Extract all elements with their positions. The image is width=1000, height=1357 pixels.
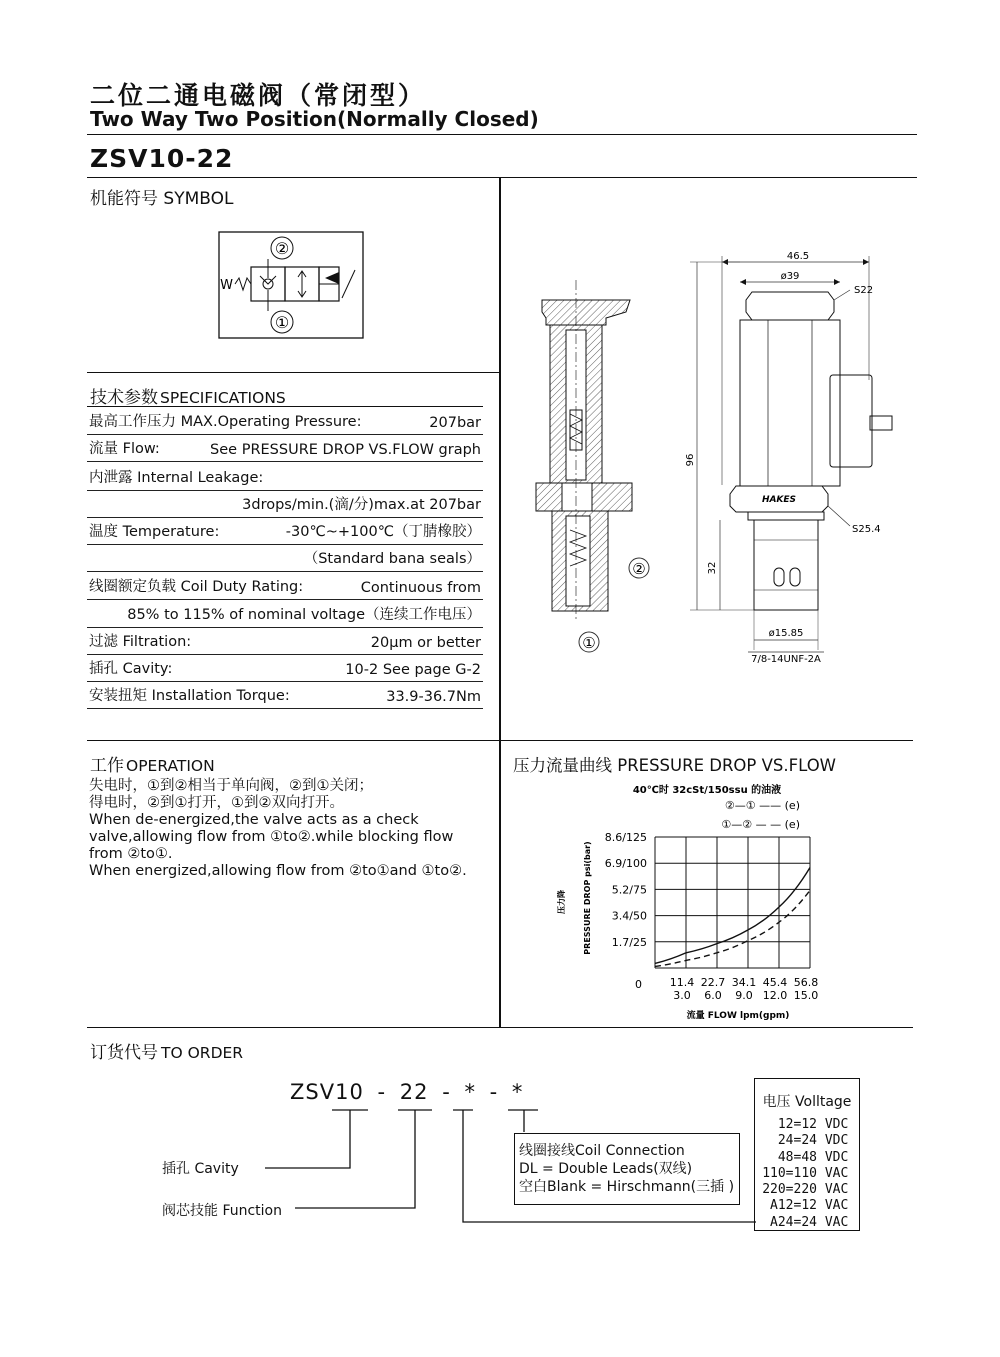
- coil-connection-box: [514, 1133, 740, 1205]
- spec-row: 温度 Temperature: -30℃~+100℃（丁腈橡胶）: [87, 518, 483, 545]
- x-tick-label-lpm: 45.4: [762, 976, 788, 989]
- specs-top-line: [87, 406, 483, 407]
- spec-row: 流量 Flow: See PRESSURE DROP VS.FLOW graph: [87, 435, 483, 462]
- order-code-voltage: *: [464, 1080, 476, 1104]
- y-tick-label: 0: [635, 978, 642, 991]
- voltage-row: 48=48 VDC: [777, 1149, 849, 1165]
- y-tick-label: 1.7/25: [611, 935, 647, 949]
- symbol-divider: [87, 372, 499, 373]
- spec-row: 最高工作压力 MAX.Operating Pressure: 207bar: [87, 408, 483, 435]
- x-tick-label-gpm: 3.0: [673, 989, 691, 1002]
- voltage-title: 电压 Volltage: [762, 1094, 852, 1110]
- dim-dia: ø15.85: [768, 628, 804, 639]
- model-divider: [87, 177, 917, 178]
- cross-section-view: [536, 280, 649, 652]
- dim-width: 46.5: [786, 251, 810, 262]
- voltage-row: 220=220 VAC: [762, 1182, 849, 1198]
- operation-text: 失电时，①到②相当于单向阀，②到①关闭； 得电时，②到①打开，①到②双向打开。 When de-energized,the valve acts as a check valve,allowing flow from ①to②.while blocking flow from ②to①. When energized,allowing flow from ②to①and ①to②.: [89, 778, 467, 879]
- function-label: 阀芯技能 Function: [162, 1203, 282, 1219]
- y-tick-label: 8.6/125: [604, 831, 647, 844]
- dim-height: 96: [685, 453, 696, 467]
- x-tick-label-lpm: 56.8: [793, 976, 819, 989]
- spec-row: 线圈额定负载 Coil Duty Rating: Continuous from: [87, 573, 483, 600]
- symbol-title: 机能符号 SYMBOL: [90, 189, 234, 209]
- x-tick-label-gpm: 15.0: [793, 989, 819, 1002]
- page-title-en: Two Way Two Position(Normally Closed): [90, 107, 539, 131]
- brand-label: HAKES: [761, 495, 797, 505]
- x-tick-label-lpm: 34.1: [731, 976, 757, 989]
- coil-option: DL = Double Leads(双线): [519, 1161, 693, 1177]
- spec-row: 3drops/min.(滴/分)max.at 207bar: [87, 491, 483, 518]
- specs-title: 技术参数 SPECIFICATIONS: [90, 388, 286, 408]
- spec-row: 安装扭矩 Installation Torque: 33.9-36.7Nm: [87, 682, 483, 709]
- x-tick-label-lpm: 22.7: [700, 976, 726, 989]
- symbol-port2: ②: [274, 239, 290, 258]
- order-code-series: ZSV10: [290, 1080, 364, 1104]
- dim-hex-bottom: S25.4: [852, 524, 881, 535]
- x-tick-label-lpm: 11.4: [669, 976, 695, 989]
- order-code: ZSV10 - 22 - * - *: [290, 1080, 524, 1104]
- coil-title: 线圈接线Coil Connection: [519, 1143, 685, 1159]
- valve-symbol: [215, 228, 367, 342]
- voltage-row: A24=24 VAC: [770, 1214, 849, 1230]
- spec-row: 内泄露 Internal Leakage:: [87, 464, 483, 491]
- spec-row: 过滤 Filtration: 20μm or better: [87, 628, 483, 655]
- operation-title: 工作 OPERATION: [90, 756, 215, 776]
- dim-lower: 32: [707, 561, 718, 575]
- outline-view: [685, 251, 892, 665]
- chart-ylabel: PRESSURE DROP psi(bar): [583, 841, 592, 955]
- x-tick-label-gpm: 9.0: [735, 989, 753, 1002]
- chart-y-ticks: [605, 831, 647, 991]
- technical-drawing: [500, 180, 913, 740]
- chart-ylabel-cn: 压力降: [557, 890, 566, 914]
- voltage-row: 12=12 VDC: [777, 1117, 849, 1132]
- voltage-row: A12=12 VAC: [770, 1198, 849, 1214]
- voltage-row: 110=110 VAC: [762, 1165, 849, 1181]
- header-divider: [87, 134, 917, 135]
- order-title: 订货代号 TO ORDER: [90, 1043, 244, 1063]
- coil-option: 空白Blank = Hirschmann(三插 ): [519, 1179, 735, 1195]
- spring-label: W: [220, 278, 233, 293]
- chart-grid: [655, 837, 810, 968]
- cavity-label: 插孔 Cavity: [162, 1161, 239, 1177]
- chart-title: 40℃时 32cSt/150ssu 的油液: [632, 785, 782, 796]
- y-tick-label: 3.4/50: [611, 909, 647, 923]
- chart-x-ticks: [670, 976, 819, 1002]
- legend-item-solid: ②—① —— (e): [724, 799, 800, 812]
- order-code-coil: *: [511, 1080, 524, 1104]
- dim-hex-top: S22: [854, 285, 874, 296]
- chart-section-title: 压力流量曲线 PRESSURE DROP VS.FLOW: [513, 756, 836, 775]
- bottom-divider: [87, 1027, 913, 1028]
- y-tick-label: 5.2/75: [611, 883, 647, 897]
- mid-divider: [87, 740, 913, 741]
- spec-row: 插孔 Cavity: 10-2 See page G-2: [87, 655, 483, 682]
- page-title-cn: 二位二通电磁阀（常闭型）: [90, 81, 427, 110]
- dim-coil: ø39: [780, 271, 800, 282]
- legend-item-dashed: ①—② — — (e): [721, 818, 800, 831]
- section-port2: ②: [632, 560, 646, 578]
- model-number: ZSV10-22: [90, 144, 234, 173]
- section-port1: ①: [582, 634, 596, 652]
- y-tick-label: 6.9/100: [604, 857, 647, 871]
- pressure-flow-chart: [550, 780, 840, 1025]
- series-line-dashed: [655, 890, 810, 966]
- spec-row: 85% to 115% of nominal voltage（连续工作电压）: [87, 601, 483, 628]
- order-code-function: 22: [399, 1080, 429, 1104]
- chart-series: [655, 867, 810, 966]
- spec-row: （Standard bana seals）: [87, 545, 483, 572]
- voltage-list: [755, 1117, 859, 1231]
- chart-xlabel: 流量 FLOW lpm(gpm): [686, 1011, 790, 1021]
- x-tick-label-gpm: 12.0: [762, 989, 788, 1002]
- symbol-port1: ①: [274, 313, 290, 332]
- voltage-row: 24=24 VDC: [777, 1133, 849, 1149]
- voltage-box: [754, 1078, 860, 1231]
- dim-thread: 7/8-14UNF-2A: [751, 654, 821, 665]
- x-tick-label-gpm: 6.0: [704, 989, 722, 1002]
